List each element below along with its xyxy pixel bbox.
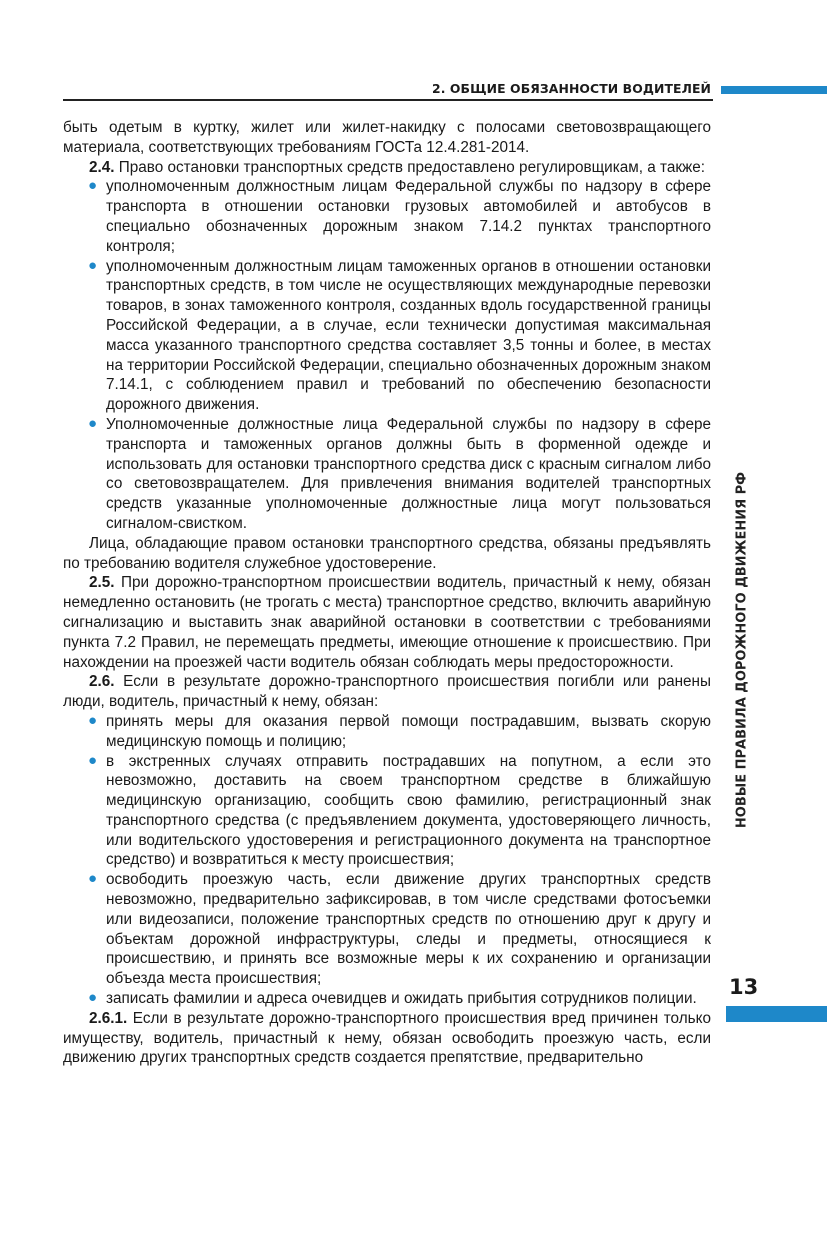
list-item-text: в экстренных случаях отправить пострадавших на попутном, а если это невозможно, доставить на своем транспортном средстве в ближайшую медицинскую организацию, сообщить свою фамилию, регистрационный знак транспортного средства (с предъявлением документа, удостоверяющего личность, или водительского удостоверения и регистрационного документа на транспортное средство) и возвратиться к месту происшествия; xyxy=(106,752,711,869)
clause-number: 2.6.1. xyxy=(89,1009,128,1027)
continuation-paragraph: быть одетым в куртку, жилет или жилет-накидку с полосами световозвращающего материала, соответствующих требованиям ГОСТа 12.4.281-2014. xyxy=(63,119,711,156)
header-accent-bar xyxy=(721,86,827,94)
bullet-icon: ● xyxy=(88,414,98,432)
side-book-title xyxy=(732,471,752,829)
list-item xyxy=(88,870,711,989)
list-item xyxy=(88,989,711,1009)
clause-number: 2.4. xyxy=(89,158,115,176)
list-item xyxy=(88,256,711,415)
list-item-text: записать фамилии и адреса очевидцев и ожидать прибытия сотрудников полиции. xyxy=(106,990,697,1008)
clause-2-6-list xyxy=(63,712,711,1009)
section-title: 2. ОБЩИЕ ОБЯЗАННОСТИ ВОДИТЕЛЕЙ xyxy=(431,81,711,96)
body-text xyxy=(63,118,711,1068)
clause-2-6-1 xyxy=(63,1009,711,1068)
page-number: 13 xyxy=(729,975,759,999)
bullet-icon: ● xyxy=(88,870,98,888)
clause-number: 2.6. xyxy=(89,673,115,691)
clause-2-4 xyxy=(63,158,711,178)
clause-2-4-list xyxy=(63,177,711,533)
clause-text: Если в результате дорожно-транспортного происшествия вред причинен только имуществу, водитель, причастный к нему, обязан освободить проезжую часть, если движению других транспортных средств создается препятствие, предварительно xyxy=(63,1009,711,1067)
list-item xyxy=(88,177,711,256)
persons-paragraph: Лица, обладающие правом остановки транспортного средства, обязаны предъявлять по требованию водителя служебное удостоверение. xyxy=(63,534,711,572)
list-item xyxy=(88,751,711,871)
list-item-text: уполномоченным должностным лицам таможенных органов в отношении остановки транспортных средств, в том числе не осуществляющих международные перевозки товаров, в зонах таможенного контроля, созданных вдоль государственной границы Российской Федерации, а в случае, если технически допустимая максимальная масса указанного транспортного средства составляет 3,5 тонны и более, в местах на территории Российской Федерации, специально обозначенных дорожным знаком 7.14.1, с соблюдением правил и требований по обеспечению безопасности дорожного движения. xyxy=(106,257,711,414)
list-item-text: принять меры для оказания первой помощи пострадавшим, вызвать скорую медицинскую помощь и полицию; xyxy=(106,712,711,750)
bullet-icon: ● xyxy=(88,751,98,769)
clause-text: Если в результате дорожно-транспортного происшествия погибли или ранены люди, водитель, причастный к нему, обязан: xyxy=(63,673,711,711)
page-accent-bar xyxy=(726,1006,827,1022)
list-item xyxy=(88,711,711,752)
running-header xyxy=(63,80,827,100)
header-rule xyxy=(63,99,713,101)
list-item-text: освободить проезжую часть, если движение других транспортных средств невозможно, предварительно зафиксировав, в том числе средствами фотосъемки или видеозаписи, положение транспортных средств по отношению друг к другу и объектам дорожной инфраструктуры, следы и предметы, относящиеся к происшествию, и принять все возможные меры к их сохранению и организации объезда места происшествия; xyxy=(106,871,711,988)
clause-2-6 xyxy=(63,672,711,712)
clause-text: При дорожно-транспортном происшествии водитель, причастный к нему, обязан немедленно остановить (не трогать с места) транспортное средство, включить аварийную сигнализацию и выставить знак аварийной остановки в соответствии с требованиями пункта 7.2 Правил, не перемещать предметы, имеющие отношение к происшествию. При нахождении на проезжей части водитель обязан соблюдать меры предосторожности. xyxy=(63,574,711,671)
list-item-text: Уполномоченные должностные лица Федеральной службы по надзору в сфере транспорта и таможенных органов должны быть в форменной одежде и использовать для остановки транспортного средства диск с красным сигналом либо со световозвращателем. Для привлечения внимания водителей транспортных средств указанные уполномоченные должностные лица могут пользоваться сигналом-свистком. xyxy=(106,415,711,532)
list-item-text: уполномоченным должностным лицам Федеральной службы по надзору в сфере транспорта в отношении остановки грузовых автомобилей и автобусов в специально обозначенных дорожным знаком 7.14.2 пунктах транспортного контроля; xyxy=(106,178,711,255)
bullet-icon: ● xyxy=(88,256,98,274)
clause-2-5 xyxy=(63,573,711,672)
bullet-icon: ● xyxy=(88,711,98,729)
bullet-icon: ● xyxy=(88,177,98,195)
clause-number: 2.5. xyxy=(89,574,115,592)
side-book-title-text: НОВЫЕ ПРАВИЛА ДОРОЖНОГО ДВИЖЕНИЯ РФ xyxy=(734,471,750,829)
bullet-icon: ● xyxy=(88,989,98,1007)
clause-text: Право остановки транспортных средств предоставлено регулировщикам, а также: xyxy=(114,158,706,176)
list-item xyxy=(88,414,711,534)
